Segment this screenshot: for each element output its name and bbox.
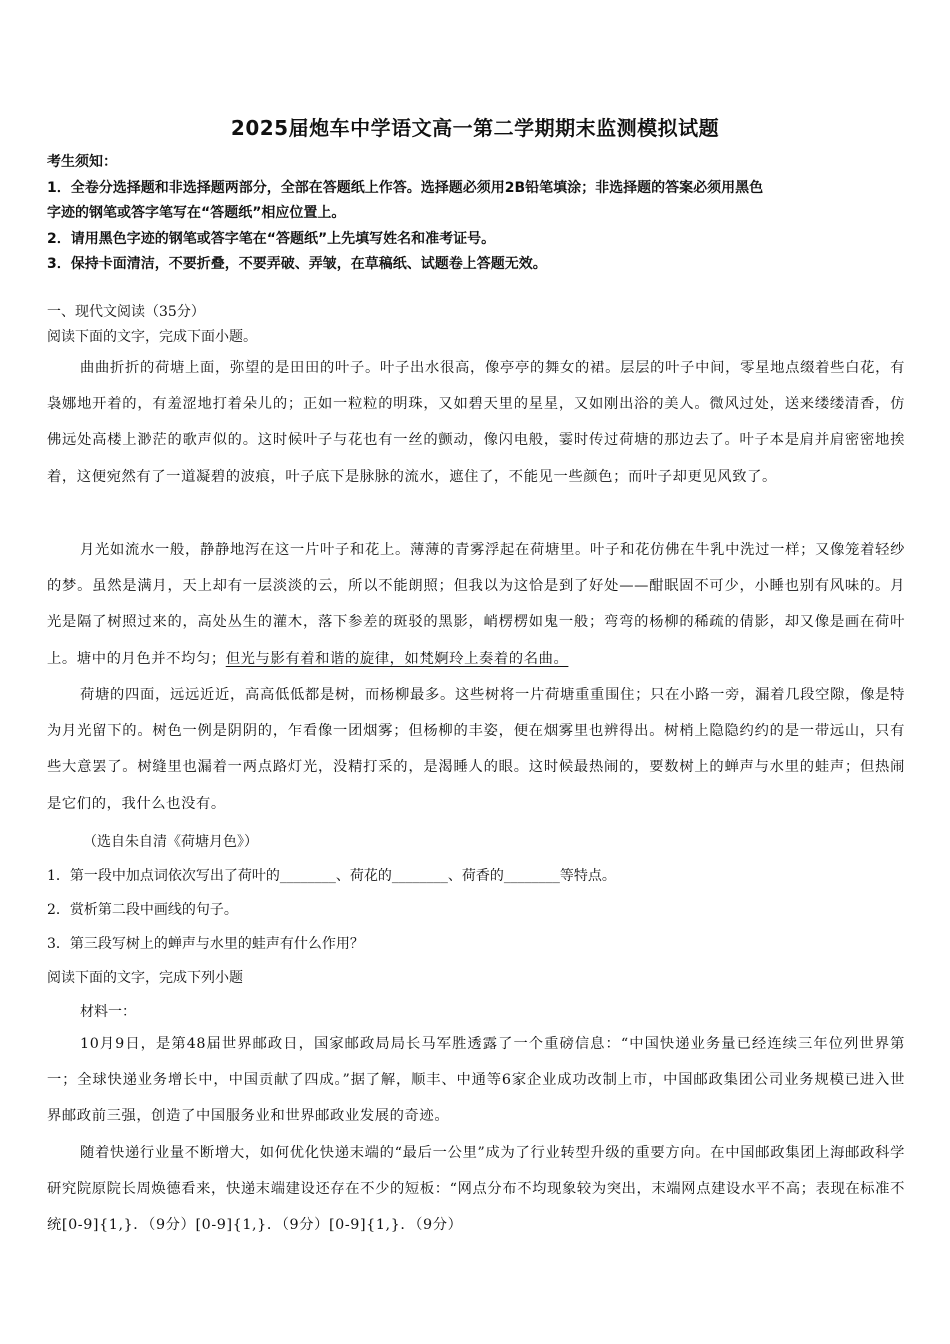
question-3: 3．第三段写树上的蝉声与水里的蛙声有什么作用？	[47, 936, 364, 952]
question-1: 1．第一段中加点词依次写出了荷叶的________、荷花的________、荷香的________等特点。	[47, 868, 616, 884]
material-label: 材料一：	[80, 1004, 136, 1020]
passage-source: （选自朱自清《荷塘月色》）	[83, 834, 258, 850]
section1-intro: 阅读下面的文字，完成下面小题。	[47, 329, 257, 345]
notice-item-1: 1．全卷分选择题和非选择题两部分，全部在答题纸上作答。选择题必须用2B铅笔填涂；非选择题的答案必须用黑色	[47, 180, 764, 196]
question-2: 2．赏析第二段中画线的句子。	[47, 902, 238, 918]
passage2-paragraph-2: 随着快递行业量不断增大，如何优化快递末端的“最后一公里”成为了行业转型升级的重要方向。在中国邮政集团上海邮政科学研究院原院长周焕德看来，快递末端建设还存在不少的短板：“网点分布不均现象较为突出，末端网点建设水平不高；表现在标准不统[0-9]{1,}．（9分）[0-9]{1,}．（9分）[0-9]{1,}．（9分）	[47, 1145, 905, 1234]
notice-item-3: 3．保持卡面清洁，不要折叠，不要弄破、弄皱，在草稿纸、试题卷上答题无效。	[47, 256, 547, 272]
passage1-paragraph-3: 荷塘的四面，远远近近，高高低低都是树，而杨柳最多。这些树将一片荷塘重重围住；只在小路一旁，漏着几段空隙，像是特为月光留下的。树色一例是阴阴的，乍看像一团烟雾；但杨柳的丰姿，便在烟雾里也辨得出。树梢上隐隐约约的是一带远山，只有些大意罢了。树缝里也漏着一两点路灯光，没精打采的，是渴睡人的眼。这时候最热闹的，要数树上的蝉声与水里的蛙声；但热闹是它们的，我什么也没有。	[47, 687, 905, 812]
paragraph-2-text: 月光如流水一般，静静地泻在这一片叶子和花上。薄薄的青雾浮起在荷塘里。叶子和花仿佛在牛乳中洗过一样；又像笼着轻纱的梦。虽然是满月，天上却有一层淡淡的云，所以不能朗照；但我以为这恰是到了好处——酣眠固不可少，小睡也别有风味的。月光是隔了树照过来的，高处丛生的灌木，落下参差的斑驳的黑影，峭楞楞如鬼一般；弯弯的杨柳的稀疏的倩影，却又像是画在荷叶上。塘中的月色并不均匀；	[47, 542, 905, 667]
section2-intro: 阅读下面的文字，完成下列小题	[47, 970, 243, 986]
notice-item-1-cont: 字迹的钢笔或答字笔写在“答题纸”相应位置上。	[47, 205, 346, 221]
section1-heading: 一、现代文阅读（35分）	[47, 304, 205, 320]
notice-heading: 考生须知：	[47, 154, 117, 170]
page-title: 2025届炮车中学语文高一第二学期期末监测模拟试题	[230, 116, 720, 140]
underlined-sentence: 但光与影有着和谐的旋律，如梵婀玲上奏着的名曲。	[225, 650, 569, 667]
passage2-paragraph-1: 10月9日，是第48届世界邮政日，国家邮政局局长马军胜透露了一个重磅信息：“中国快递业务量已经连续三年位列世界第一；全球快递业务增长中，中国贡献了四成。”据了解，顺丰、中通等6家企业成功改制上市，中国邮政集团公司业务规模已进入世界邮政前三强，创造了中国服务业和世界邮政业发展的奇迹。	[47, 1036, 905, 1125]
passage1-paragraph-2	[47, 532, 905, 677]
notice-item-2: 2．请用黑色字迹的钢笔或答字笔在“答题纸”上先填写姓名和准考证号。	[47, 231, 496, 247]
passage1-paragraph-1: 曲曲折折的荷塘上面，弥望的是田田的叶子。叶子出水很高，像亭亭的舞女的裙。层层的叶子中间，零星地点缀着些白花，有袅娜地开着的，有羞涩地打着朵儿的；正如一粒粒的明珠，又如碧天里的星星，又如刚出浴的美人。微风过处，送来缕缕清香，仿佛远处高楼上渺茫的歌声似的。这时候叶子与花也有一丝的颤动，像闪电般，霎时传过荷塘的那边去了。叶子本是肩并肩密密地挨着，这便宛然有了一道凝碧的波痕，叶子底下是脉脉的流水，遮住了，不能见一些颜色；而叶子却更见风致了。	[47, 360, 905, 485]
